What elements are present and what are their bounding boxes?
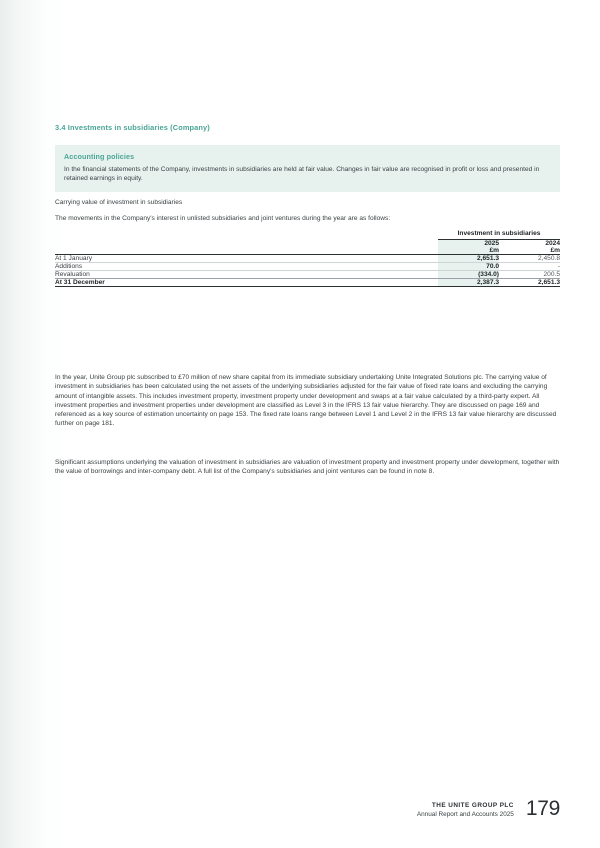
accounting-policies-title: Accounting policies <box>64 152 135 161</box>
row-label: At 1 January <box>55 254 438 262</box>
footer-company-name: THE UNITE GROUP PLC <box>431 802 514 809</box>
column-header-2025: 2025 <box>438 239 499 247</box>
total-value-2025: 2,387.3 <box>438 278 499 286</box>
row-value-2024: 2,450.8 <box>499 254 560 262</box>
accounting-policies-callout <box>55 145 560 192</box>
page-number: 179 <box>525 797 560 820</box>
table-row <box>55 262 560 270</box>
investments-table <box>55 230 560 287</box>
section-heading: 3.4 Investments in subsidiaries (Company) <box>55 123 210 132</box>
footer-report-title: Annual Report and Accounts 2025 <box>416 811 514 818</box>
table-unit-row <box>55 247 560 255</box>
footer-text-block <box>417 798 514 820</box>
row-label: Additions <box>55 262 438 270</box>
body-paragraph-1: In the year, Unite Group plc subscribed to £70 million of new share capital from its immediate subsidiary undertaking Unite Integrated Solutions plc. The carrying value of investment in subsidiaries has been calculated using the net assets of the underlying subsidiaries adjusted for the fair value of fixed rate loans and excluding the carrying amount of intangible assets. This includes investment property, investment property under development and swaps at a fair value calculated by a third-party expert. All investment properties and investment properties under development are classified as Level 3 in the IFRS 13 fair value hierarchy. They are discussed on page 169 and referenced as a key source of estimation uncertainty on page 153. The fixed rate loans range between Level 1 and Level 2 in the IFRS 13 fair value hierarchy are discussed further on page 181. <box>55 374 557 428</box>
table-row <box>55 270 560 278</box>
row-label: Revaluation <box>55 270 438 278</box>
table-total-row <box>55 278 560 286</box>
row-value-2024: 200.5 <box>499 270 560 278</box>
table-bottom-rule <box>55 286 560 287</box>
row-value-2025: 70.0 <box>438 262 499 270</box>
row-value-2024: - <box>499 262 560 270</box>
carrying-value-line: Carrying value of investment in subsidiaries <box>55 199 183 206</box>
accounting-policies-body: In the financial statements of the Company, investments in subsidiaries are held at fair value. Changes in fair value are recognised in profit or loss and presented in retained earnings in equity. <box>64 166 540 183</box>
page-footer <box>55 798 560 820</box>
column-unit-2024: £m <box>550 246 561 254</box>
movements-intro-line: The movements in the Company's interest in unlisted subsidiaries and joint ventures during the year are as follows: <box>55 215 391 222</box>
column-header-2024: 2024 <box>545 239 561 247</box>
row-value-2025: 2,651.3 <box>438 254 499 262</box>
table-year-row <box>55 239 560 247</box>
row-value-2025: (334.0) <box>438 270 499 278</box>
body-paragraph-2: Significant assumptions underlying the valuation of investment in subsidiaries are valuation of investment property and investment property under development, together with the value of borrowings and inter-company debt. A full list of the Company's subsidiaries and joint ventures can be found in note 8. <box>55 459 560 476</box>
page-content <box>55 0 560 848</box>
table-group-header-row <box>55 230 560 239</box>
table-group-header: Investment in subsidiaries <box>438 230 560 239</box>
table-row <box>55 254 560 262</box>
total-row-label: At 31 December <box>55 278 438 286</box>
total-value-2024: 2,651.3 <box>499 278 560 286</box>
column-unit-2025: £m <box>438 247 499 255</box>
